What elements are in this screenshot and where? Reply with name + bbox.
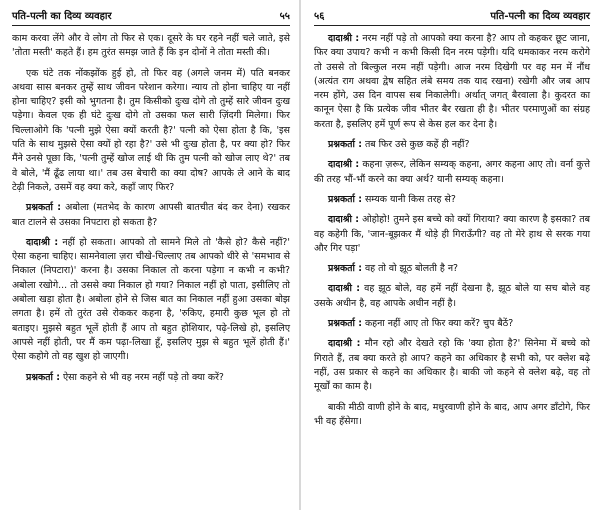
dialog-entry — [12, 201, 290, 230]
right-page — [302, 0, 600, 510]
speaker-label: दादाश्री : — [328, 338, 361, 350]
left-header-title: पति-पत्नी का दिव्य व्यवहार — [12, 11, 112, 22]
speaker-label: दादाश्री : — [328, 283, 361, 295]
right-page-body — [314, 26, 590, 429]
speaker-label: दादाश्री : — [328, 33, 360, 44]
dialog-entry — [314, 213, 590, 256]
dialog-text: तब फिर उसे कुछ कहें ही नहीं? — [364, 139, 470, 151]
dialog-text: सम्यक यानी किस तरह से? — [364, 193, 456, 205]
speaker-label: प्रश्नकर्ता : — [328, 263, 362, 275]
dialog-text: मौन रहो और देखते रहो कि 'क्या होता है?' सिनेमा में बच्चे को गिराते हैं, तब क्या करते हो आप? कहने का अधिकार है सभी को, पर क्लेश बढ़े नहीं, उस प्रकार से कहने का अधिकार है। बाकी जो कहने से क्लेश बढ़े, वह तो मूर्खों का काम है। — [314, 338, 590, 393]
speaker-label: दादाश्री : — [328, 214, 360, 226]
paragraph-text: काम करवा लेंगे और वे लोग तो फिर से एक। दूसरे के घर रहने नहीं चले जाते, इसे 'तोता मस्ती' कहते हैं। हम तुरंत समझ जाते हैं कि इन दोनों ने तोता मस्ती की। — [12, 33, 290, 59]
book-gutter — [299, 0, 301, 510]
paragraph-text: बाकी मीठी वाणी होने के बाद, मधुरवाणी होने के बाद, आप अगर डाँटोगे, फिर भी वह हँसेगा। — [314, 401, 590, 427]
dialog-entry — [314, 262, 590, 276]
dialog-entry — [12, 236, 290, 365]
speaker-label: प्रश्नकर्ता : — [26, 202, 62, 214]
dialog-entry — [314, 337, 590, 394]
dialog-text: नहीं हो सकता। आपको तो सामने मिले तो 'कैसे हो? कैसे नहीं?' ऐसा कहना चाहिए। सामनेवाला ज़रा चीखे-चिल्लाए तब आपको धीरे से 'समभाव से निकाल (निपटारा)' करना है। उसका निकाल तो करना पड़ेगा न कभी न कभी? अबोला रखोगे... तो उससे क्या निकाल हो गया? निकाल नहीं हो पाता, इसीलिए तो अबोला खड़ा होता है। अबोला होने से जिस बात का निकाल नहीं हुआ उसका बोझ लगता है। हमें तो तुरंत उसे रोककर कहना है, 'रुकिए, हमारी कुछ भूल हो तो बताइए। मुझसे बहुत भूलें होती हैं आप तो बहुत होशियार, पढ़े-लिखे हो, इसलिए आपसे नहीं होती, पर मैं कम पढ़ा-लिखा हूँ, इसलिए मुझ से बहुत भूलें होती हैं।' ऐसा कहोगे तो वह खुश हो जाएगी। — [12, 236, 290, 363]
dialog-entry — [12, 371, 290, 385]
dialog-text: अबोला (मतभेद के कारण आपसी बातचीत बंद कर देना) रखकर बात टालने से उसका निपटारा हो सकता है? — [12, 202, 290, 228]
speaker-label: प्रश्नकर्ता : — [328, 139, 362, 151]
speaker-label: दादाश्री : — [26, 236, 59, 248]
dialog-text: वह तो वो झूठ बोलती है न? — [364, 263, 459, 275]
left-page-body — [12, 26, 290, 385]
dialog-text: कहना नहीं आए तो फिर क्या करें? चुप बैठें? — [364, 318, 514, 330]
paragraph-text: एक घंटे तक नोंकझोंक हुई हो, तो फिर वह (अगले जनम में) पति बनकर अथवा सास बनकर तुम्हें साथ जीवन परेशान करेगा। न्याय तो होना चाहिए या नहीं होना चाहिए? इसी को भुगतना है। तुम किसीको दुःख दोगे तो तुम्हें सारे जीवन दुःख पड़ेगा। केवल एक ही घंटे दुःख दोगे तो उसका फल सारी ज़िंदगी मिलेगा। फिर चिल्लाओगे कि 'पत्नी मुझे ऐसा क्यों करती है?' पत्नी को ऐसा होता है कि, 'इस पति के साथ मुझसे ऐसा क्यों हो रहा है?' उसे भी दुःख होता है, पर क्या हो? फिर मैंने उनसे पूछा कि, 'पत्नी तुम्हें खोज लाई थी कि तुम पत्नी को खोज लाए थे?' तब वे बोले, 'मैं ढूँढ लाया था।' तब उस बेचारी का क्या दोष? आपके ले आने के बाद टेढ़ी निकले, उसमें वह क्या करे, कहाँ जाए फिर? — [12, 67, 290, 193]
dialog-entry — [314, 158, 590, 187]
paragraph — [314, 401, 590, 430]
dialog-entry — [314, 193, 590, 207]
dialog-entry — [314, 32, 590, 132]
dialog-text: ओहोहो! तुमने इस बच्चे को क्यों गिराया? क्या कारण है इसका? तब वह कहेगी कि, 'जान-बूझकर मैं थोड़े ही गिराऊँगी? वह तो मेरे हाथ से सरक गया और गिर पड़ा' — [314, 214, 590, 254]
paragraph — [12, 32, 290, 61]
dialog-text: वह झूठ बोले, वह हमें नहीं देखना है, झूठ बोले या सच बोले वह उसके अधीन है, वह आपके अधीन नहीं है। — [314, 283, 590, 309]
right-page-header — [314, 0, 590, 26]
dialog-text: ऐसा कहने से भी वह नरम नहीं पड़े तो क्या करें? — [62, 371, 224, 383]
dialog-text: नरम नहीं पड़े तो आपको क्या करना है? आप तो कहकर छूट जाना, फिर क्या उपाय? कभी न कभी किसी दिन नरम पड़ेगी। यदि धमकाकर नरम करोगे तो उससे तो बिल्कुल नरम नहीं पड़ेगी। आज नरम दिखेगी पर वह मन में नौंध (अत्यंत राग अथवा द्वेष सहित लंबे समय तक याद रखना) रखेगी और जब आप नरम होंगे, उस दिन वापस सब निकालेगी। अर्थात् जगत् बैरवाला है। कुदरत का कानून ऐसा है कि प्रत्येक जीव भीतर बैर रखता ही है। भीतर परमाणुओं का संग्रह करता है, इसलिए हमें पूर्ण रूप से केस हल कर देना है। — [314, 33, 590, 130]
paragraph — [12, 67, 290, 196]
speaker-label: प्रश्नकर्ता : — [26, 371, 60, 383]
speaker-label: दादाश्री : — [328, 159, 360, 171]
speaker-label: प्रश्नकर्ता : — [328, 193, 362, 205]
dialog-entry — [314, 138, 590, 152]
left-page-number: ५५ — [279, 11, 290, 22]
speaker-label: प्रश्नकर्ता : — [328, 318, 362, 330]
left-page-header — [12, 0, 290, 26]
dialog-text: कहना ज़रूर, लेकिन सम्यक् कहना, अगर कहना आए तो। वर्ना कुत्ते की तरह भौं-भौं करने का क्या अर्थ? यानी सम्यक् कहना। — [314, 159, 590, 185]
dialog-entry — [314, 282, 590, 311]
dialog-entry — [314, 317, 590, 331]
right-header-title: पति-पत्नी का दिव्य व्यवहार — [490, 11, 590, 22]
right-page-number: ५६ — [314, 11, 325, 22]
